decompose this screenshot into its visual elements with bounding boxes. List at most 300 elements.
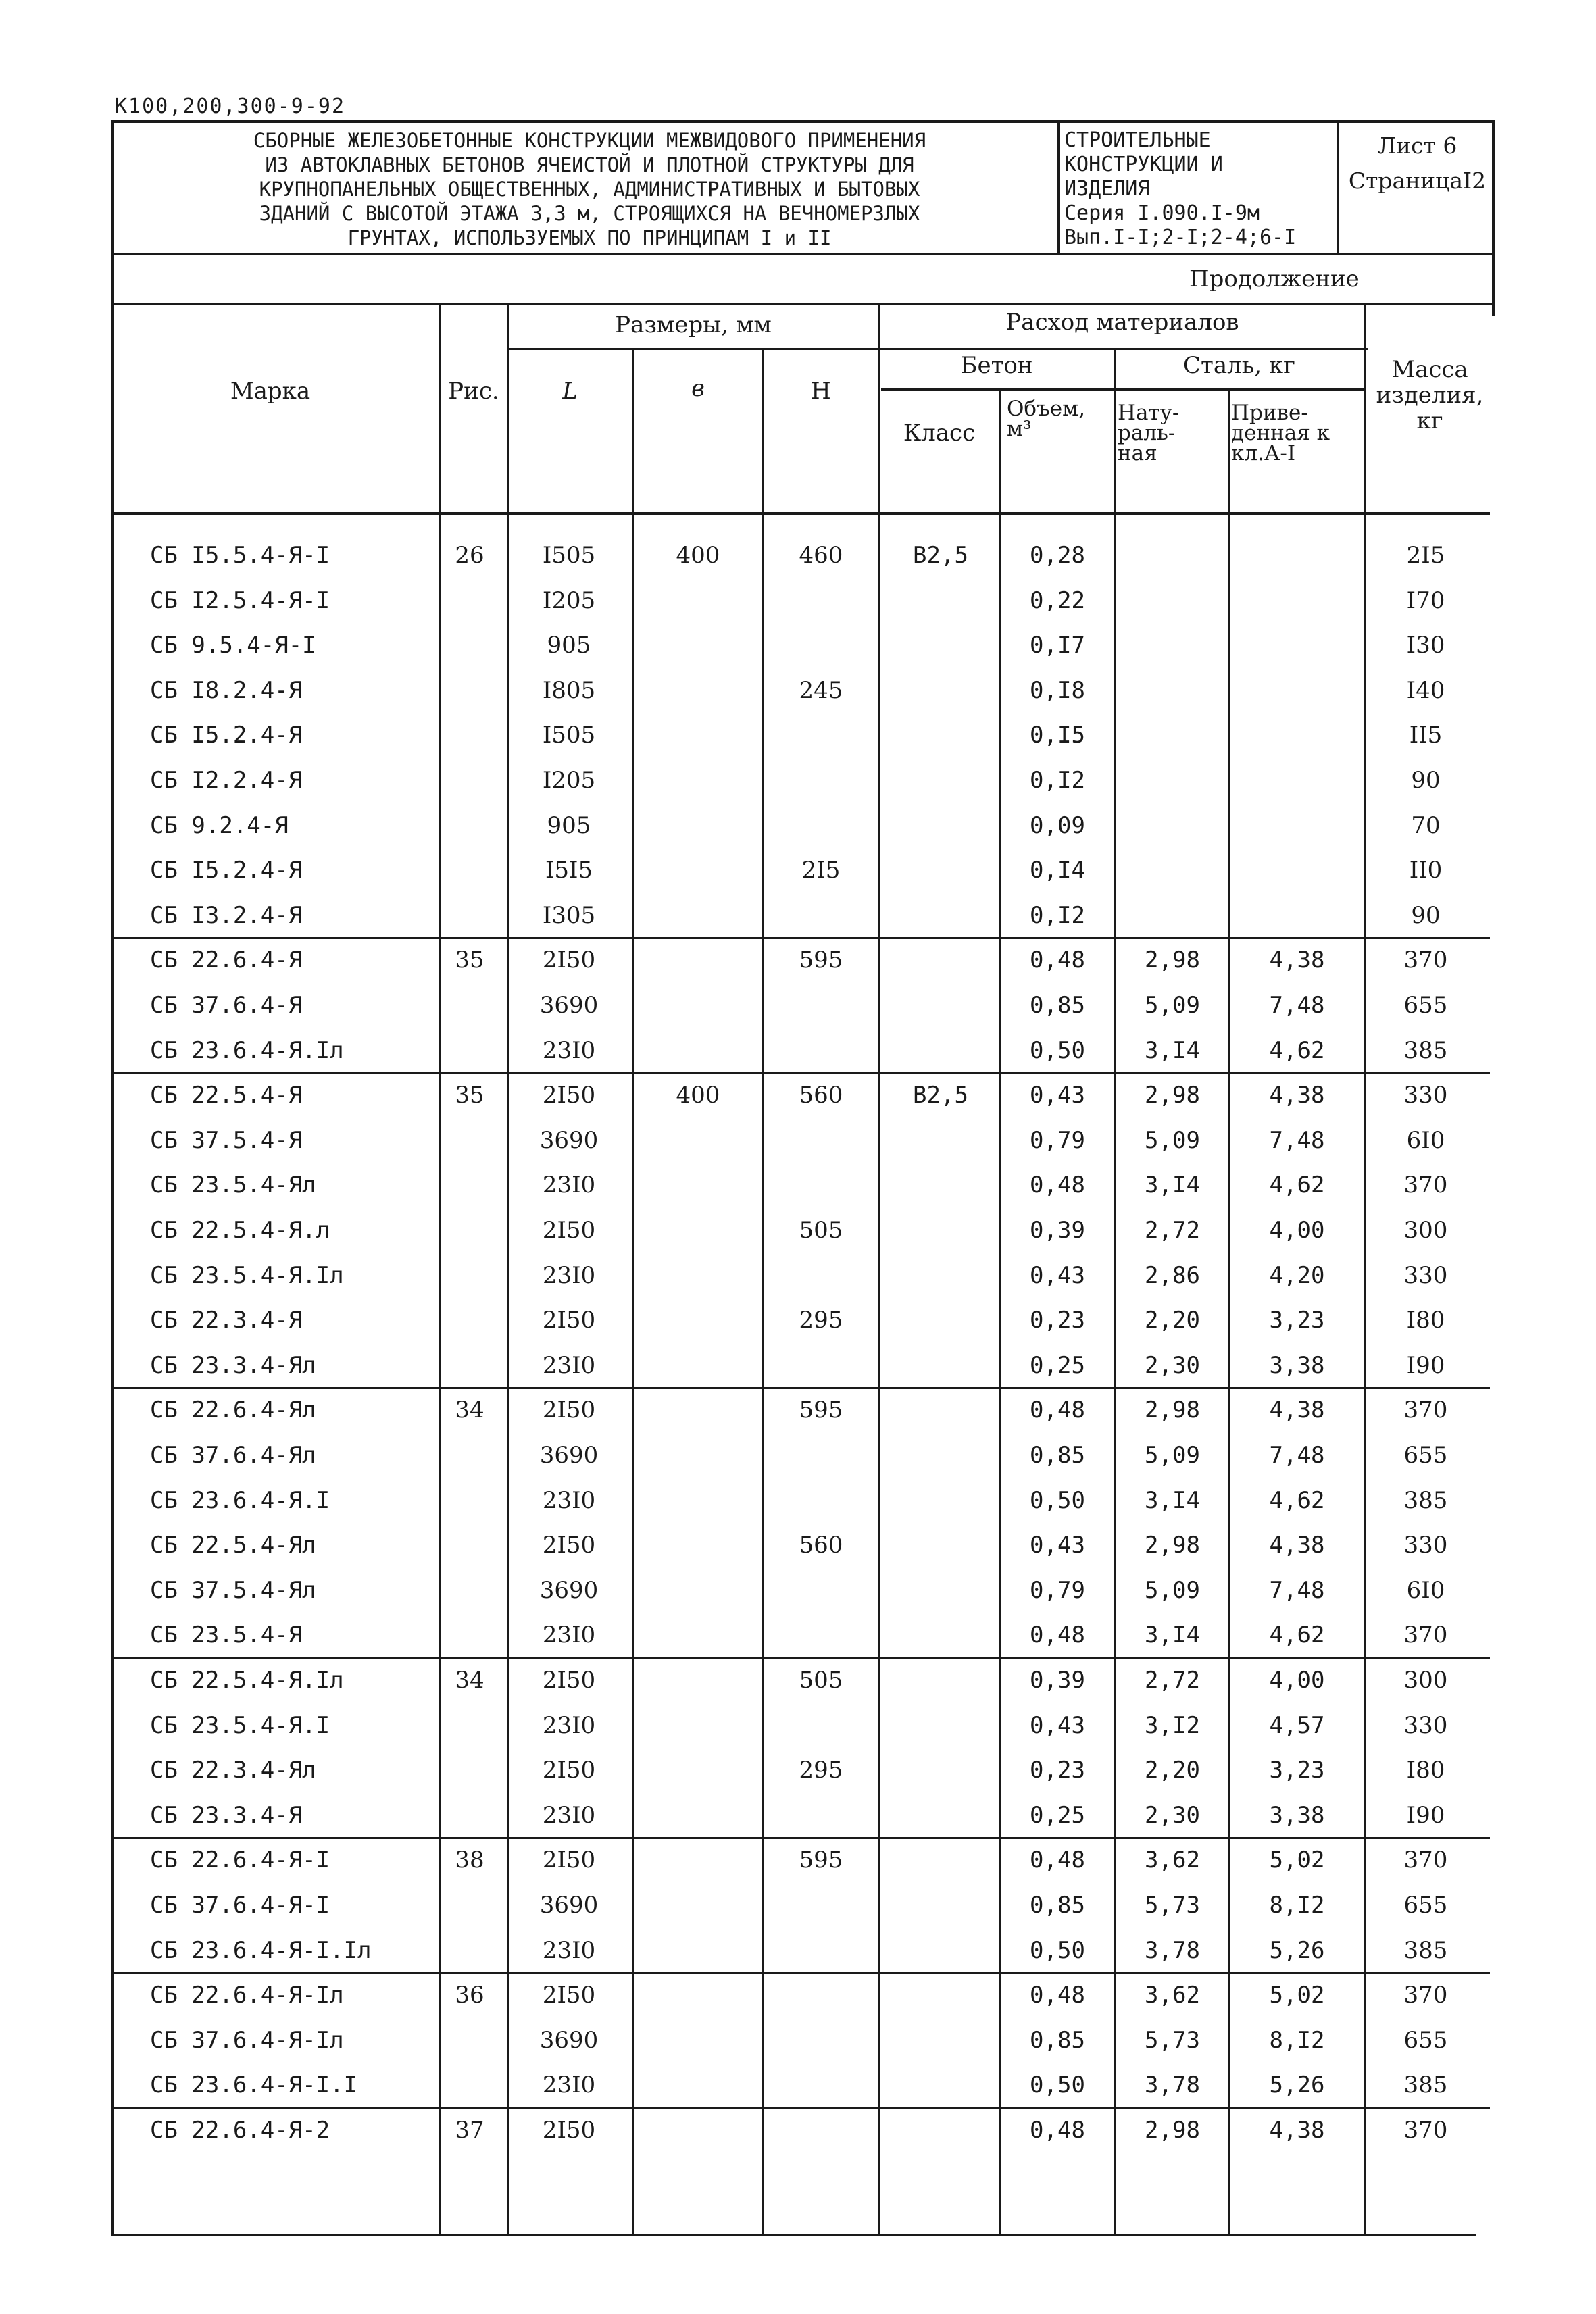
- cell-vol: 0,50: [1030, 1487, 1085, 1514]
- cell-nat: [1115, 759, 1230, 802]
- cell-B: [634, 1434, 762, 1477]
- cell-vol: 0,23: [1030, 1757, 1085, 1784]
- cell-cls: [880, 1299, 1001, 1342]
- series-line: СТРОИТЕЛЬНЫЕ: [1064, 128, 1211, 152]
- cell-vol: 0,I8: [1030, 677, 1085, 704]
- header-materials: Расход материалов: [1005, 309, 1239, 336]
- cell-H: [764, 713, 878, 757]
- group-separator: [111, 1837, 1490, 1839]
- frame-right-top: [1492, 255, 1495, 316]
- cell-L: 3690: [539, 1577, 599, 1604]
- title-line: ИЗ АВТОКЛАВНЫХ БЕТОНОВ ЯЧЕИСТОЙ И ПЛОТНОЙ СТРУКТУРЫ ДЛЯ: [265, 153, 914, 176]
- cell-fig: [439, 579, 500, 622]
- cell-mark: СБ 37.5.4-Ял: [150, 1577, 316, 1604]
- dims-rule: [508, 348, 881, 350]
- cell-mark: СБ 23.6.4-Я.Iл: [150, 1037, 344, 1064]
- header-class: Класс: [903, 420, 976, 447]
- cell-mass: 385: [1403, 1937, 1448, 1964]
- cell-nat: 3,62: [1145, 1846, 1200, 1873]
- cell-nat: 2,86: [1145, 1262, 1200, 1289]
- cell-red: 4,38: [1269, 947, 1325, 974]
- cell-L: 3690: [539, 1127, 599, 1154]
- cell-nat: 2,98: [1145, 1397, 1200, 1424]
- cell-mark: СБ I2.5.4-Я-I: [150, 587, 330, 614]
- concrete-rule: [881, 388, 1366, 391]
- cell-vol: 0,48: [1030, 1621, 1085, 1649]
- cell-vol: 0,48: [1030, 2117, 1085, 2144]
- cell-mark: СБ I5.2.4-Я: [150, 722, 303, 749]
- cell-red: [1231, 759, 1363, 802]
- cell-cls: [880, 1929, 1001, 1972]
- cell-mass: 300: [1403, 1667, 1448, 1694]
- cell-H: 2I5: [801, 857, 841, 884]
- cell-vol: 0,79: [1030, 1127, 1085, 1154]
- cell-mass: 300: [1403, 1217, 1448, 1244]
- cell-red: [1231, 894, 1363, 937]
- cell-nat: 5,09: [1145, 1442, 1200, 1469]
- document-title: [125, 128, 1054, 250]
- cell-cls: [880, 1794, 1001, 1837]
- cell-H: [764, 1119, 878, 1162]
- cell-L: 2I50: [542, 1397, 596, 1424]
- header-B: в: [691, 375, 705, 402]
- cell-mass: 370: [1403, 947, 1448, 974]
- cell-L: 23I0: [542, 1802, 596, 1829]
- header-bottom-rule: [111, 512, 1490, 515]
- cell-B: [634, 1029, 762, 1072]
- title-line: КРУПНОПАНЕЛЬНЫХ ОБЩЕСТВЕННЫХ, АДМИНИСТРАТИВНЫХ И БЫТОВЫХ: [259, 178, 920, 201]
- cell-mark: СБ 22.5.4-Я: [150, 1082, 303, 1109]
- cell-mark: СБ I3.2.4-Я: [150, 902, 303, 929]
- cell-mark: СБ 37.6.4-Я-I: [150, 1892, 330, 1919]
- cell-red: 5,26: [1269, 2071, 1325, 2098]
- cell-vol: 0,I2: [1030, 767, 1085, 794]
- cell-fig: [439, 1299, 500, 1342]
- cell-nat: 3,I4: [1145, 1037, 1200, 1064]
- cell-fig: [439, 1119, 500, 1162]
- cell-fig: 37: [455, 2117, 484, 2144]
- cell-H: 595: [799, 1846, 843, 1873]
- cell-cls: [880, 1569, 1001, 1612]
- cell-fig: [439, 1163, 500, 1207]
- group-separator: [111, 1387, 1490, 1389]
- cell-B: [634, 759, 762, 802]
- cell-mark: СБ 22.6.4-Ял: [150, 1397, 316, 1424]
- cell-fig: [439, 804, 500, 847]
- cell-nat: 5,09: [1145, 1127, 1200, 1154]
- cell-mass: I30: [1406, 632, 1445, 659]
- cell-fig: 35: [455, 1082, 484, 1109]
- cell-red: 7,48: [1269, 1127, 1325, 1154]
- cell-nat: 2,20: [1145, 1307, 1200, 1334]
- cell-mark: СБ 22.6.4-Я-Iл: [150, 1982, 344, 2009]
- cell-mark: СБ 22.5.4-Я.Iл: [150, 1667, 344, 1694]
- cell-cls: [880, 624, 1001, 667]
- header-L: L: [562, 378, 578, 405]
- cell-mass: 6I0: [1406, 1127, 1445, 1154]
- cell-mass: I40: [1406, 677, 1445, 704]
- cell-B: [634, 849, 762, 892]
- cell-cls: [880, 1613, 1001, 1657]
- header-mark: Марка: [230, 378, 311, 405]
- cell-red: 5,26: [1269, 1937, 1325, 1964]
- cell-mark: СБ I5.5.4-Я-I: [150, 542, 330, 569]
- cell-H: 560: [799, 1532, 843, 1559]
- cell-H: 295: [799, 1307, 843, 1334]
- cell-fig: [439, 1254, 500, 1297]
- cell-L: 3690: [539, 992, 599, 1019]
- title-divider-1: [1057, 120, 1060, 255]
- cell-vol: 0,85: [1030, 1442, 1085, 1469]
- cell-H: [764, 1479, 878, 1522]
- cell-fig: [439, 1749, 500, 1792]
- cell-cls: [880, 849, 1001, 892]
- cell-H: 595: [799, 1397, 843, 1424]
- cell-B: [634, 579, 762, 622]
- cell-L: 23I0: [542, 1352, 596, 1379]
- cell-B: [634, 1388, 762, 1432]
- cell-nat: 3,78: [1145, 1937, 1200, 1964]
- cell-mass: I90: [1406, 1352, 1445, 1379]
- cell-nat: 5,73: [1145, 2027, 1200, 2054]
- cell-mark: СБ I2.2.4-Я: [150, 767, 303, 794]
- cell-mass: 6I0: [1406, 1577, 1445, 1604]
- table-bottom-rule: [111, 2234, 1476, 2236]
- cell-L: 905: [547, 812, 591, 839]
- cell-H: 295: [799, 1757, 843, 1784]
- cell-mark: СБ 37.6.4-Я: [150, 992, 303, 1019]
- cell-B: [634, 1973, 762, 2017]
- cell-red: [1231, 669, 1363, 712]
- cell-vol: 0,85: [1030, 992, 1085, 1019]
- document-code: К100,200,300-9-92: [115, 95, 346, 118]
- cell-mass: I70: [1406, 587, 1445, 614]
- continuation-rule: [111, 303, 1495, 305]
- cell-mass: 330: [1403, 1712, 1448, 1739]
- cell-L: 23I0: [542, 1621, 596, 1649]
- cell-red: 7,48: [1269, 1442, 1325, 1469]
- cell-fig: [439, 1479, 500, 1522]
- cell-L: 2I50: [542, 947, 596, 974]
- cell-vol: 0,43: [1030, 1262, 1085, 1289]
- cell-red: 4,38: [1269, 2117, 1325, 2144]
- cell-H: 505: [799, 1217, 843, 1244]
- cell-mass: I80: [1406, 1307, 1445, 1334]
- cell-nat: [1115, 894, 1230, 937]
- cell-L: 2I50: [542, 1217, 596, 1244]
- cell-red: 4,62: [1269, 1487, 1325, 1514]
- cell-cls: [880, 1479, 1001, 1522]
- header-fig: Рис.: [448, 378, 499, 405]
- materials-rule: [881, 348, 1368, 350]
- cell-B: [634, 2063, 762, 2107]
- cell-L: I5I5: [545, 857, 593, 884]
- cell-fig: [439, 1344, 500, 1387]
- cell-B: [634, 1119, 762, 1162]
- group-separator: [111, 1072, 1490, 1074]
- cell-mass: 655: [1403, 1442, 1448, 1469]
- cell-vol: 0,43: [1030, 1712, 1085, 1739]
- cell-mass: 90: [1411, 767, 1441, 794]
- cell-vol: 0,50: [1030, 1037, 1085, 1064]
- cell-cls: [880, 894, 1001, 937]
- cell-vol: 0,48: [1030, 1397, 1085, 1424]
- cell-fig: [439, 624, 500, 667]
- cell-B: [634, 1479, 762, 1522]
- cell-cls: [880, 984, 1001, 1027]
- cell-vol: 0,I7: [1030, 632, 1085, 659]
- cell-cls: [880, 1524, 1001, 1567]
- group-separator: [111, 937, 1490, 939]
- cell-mark: СБ I5.2.4-Я: [150, 857, 303, 884]
- cell-H: [764, 1434, 878, 1477]
- cell-nat: [1115, 669, 1230, 712]
- cell-H: [764, 2063, 878, 2107]
- header-reduced: Приве- денная к кл.А-I: [1231, 401, 1330, 466]
- cell-nat: 2,20: [1145, 1757, 1200, 1784]
- cell-cls: [880, 1119, 1001, 1162]
- cell-mass: 70: [1411, 812, 1441, 839]
- sheet-info: [1341, 128, 1493, 199]
- cell-fig: [439, 1794, 500, 1837]
- cell-cls: [880, 1434, 1001, 1477]
- cell-L: 2I50: [542, 1532, 596, 1559]
- cell-B: [634, 1838, 762, 1882]
- series-line: Вып.I-I;2-I;2-4;6-I: [1064, 226, 1297, 249]
- cell-nat: [1115, 579, 1230, 622]
- cell-H: [764, 624, 878, 667]
- cell-B: [634, 1209, 762, 1252]
- cell-vol: 0,48: [1030, 1846, 1085, 1873]
- cell-L: 23I0: [542, 1172, 596, 1199]
- cell-nat: 2,98: [1145, 2117, 1200, 2144]
- cell-H: [764, 1613, 878, 1657]
- cell-vol: 0,39: [1030, 1667, 1085, 1694]
- cell-red: 3,38: [1269, 1352, 1325, 1379]
- cell-mark: СБ 23.5.4-Я.Iл: [150, 1262, 344, 1289]
- header-H: Н: [811, 378, 831, 405]
- cell-red: 4,62: [1269, 1621, 1325, 1649]
- cell-vol: 0,79: [1030, 1577, 1085, 1604]
- cell-L: I205: [542, 767, 596, 794]
- cell-mark: СБ 22.6.4-Я-I: [150, 1846, 330, 1873]
- cell-mark: СБ 23.6.4-Я-I.I: [150, 2071, 358, 2098]
- cell-fig: [439, 669, 500, 712]
- cell-nat: 3,I4: [1145, 1487, 1200, 1514]
- header-natural: Нату- раль- ная: [1118, 401, 1180, 466]
- cell-mass: 90: [1411, 902, 1441, 929]
- cell-mass: 385: [1403, 1037, 1448, 1064]
- cell-mass: 330: [1403, 1082, 1448, 1109]
- title-line: СБОРНЫЕ ЖЕЛЕЗОБЕТОННЫЕ КОНСТРУКЦИИ МЕЖВИДОВОГО ПРИМЕНЕНИЯ: [253, 129, 926, 152]
- cell-fig: [439, 894, 500, 937]
- cell-H: [764, 894, 878, 937]
- cell-L: I505: [542, 722, 596, 749]
- cell-B: [634, 1344, 762, 1387]
- cell-red: [1231, 579, 1363, 622]
- cell-cls: [880, 759, 1001, 802]
- cell-B: [634, 624, 762, 667]
- cell-B: [634, 1299, 762, 1342]
- cell-H: [764, 2019, 878, 2062]
- cell-B: [634, 1613, 762, 1657]
- cell-vol: 0,50: [1030, 1937, 1085, 1964]
- cell-H: 560: [799, 1082, 843, 1109]
- cell-B: [634, 1659, 762, 1702]
- cell-vol: 0,I4: [1030, 857, 1085, 884]
- cell-red: 7,48: [1269, 992, 1325, 1019]
- cell-mark: СБ 23.5.4-Я: [150, 1621, 303, 1649]
- cell-H: [764, 1929, 878, 1972]
- cell-nat: 2,72: [1145, 1217, 1200, 1244]
- cell-H: [764, 1704, 878, 1747]
- cell-nat: 2,98: [1145, 947, 1200, 974]
- cell-H: [764, 579, 878, 622]
- cell-fig: [439, 1434, 500, 1477]
- cell-fig: [439, 984, 500, 1027]
- cell-H: [764, 1344, 878, 1387]
- cell-B: [634, 1929, 762, 1972]
- header-steel: Сталь, кг: [1183, 352, 1295, 379]
- cell-mark: СБ 23.3.4-Ял: [150, 1352, 316, 1379]
- cell-vol: 0,28: [1030, 542, 1085, 569]
- cell-cls: [880, 2109, 1001, 2152]
- cell-fig: [439, 1704, 500, 1747]
- cell-B: [634, 1884, 762, 1927]
- cell-H: [764, 1029, 878, 1072]
- cell-L: 3690: [539, 2027, 599, 2054]
- cell-mass: 385: [1403, 1487, 1448, 1514]
- cell-vol: 0,25: [1030, 1352, 1085, 1379]
- cell-B: [634, 1524, 762, 1567]
- cell-mark: СБ I8.2.4-Я: [150, 677, 303, 704]
- cell-cls: [880, 1973, 1001, 2017]
- cell-cls: [880, 804, 1001, 847]
- cell-fig: 38: [455, 1846, 484, 1873]
- cell-cls: [880, 579, 1001, 622]
- cell-cls: [880, 1209, 1001, 1252]
- cell-cls: [880, 938, 1001, 982]
- cell-cls: [880, 2019, 1001, 2062]
- cell-mark: СБ 9.5.4-Я-I: [150, 632, 316, 659]
- cell-L: I805: [542, 677, 596, 704]
- cell-red: 3,23: [1269, 1757, 1325, 1784]
- cell-B: 400: [676, 542, 720, 569]
- cell-mass: 655: [1403, 2027, 1448, 2054]
- cell-fig: [439, 1929, 500, 1972]
- cell-red: 7,48: [1269, 1577, 1325, 1604]
- cell-red: 4,00: [1269, 1217, 1325, 1244]
- cell-mass: 370: [1403, 1172, 1448, 1199]
- header-mass: Масса изделия, кг: [1376, 356, 1484, 434]
- cell-L: 2I50: [542, 1307, 596, 1334]
- cell-L: 2I50: [542, 2117, 596, 2144]
- cell-cls: [880, 1704, 1001, 1747]
- cell-H: [764, 1973, 878, 2017]
- group-separator: [111, 2107, 1490, 2109]
- cell-red: 8,I2: [1269, 1892, 1325, 1919]
- cell-B: [634, 1254, 762, 1297]
- cell-mark: СБ 37.6.4-Я-Iл: [150, 2027, 344, 2054]
- cell-fig: [439, 1569, 500, 1612]
- cell-fig: [439, 759, 500, 802]
- cell-red: 4,38: [1269, 1532, 1325, 1559]
- cell-vol: 0,85: [1030, 1892, 1085, 1919]
- cell-nat: [1115, 534, 1230, 577]
- cell-mass: 370: [1403, 1982, 1448, 2009]
- cell-red: [1231, 534, 1363, 577]
- cell-mass: 655: [1403, 1892, 1448, 1919]
- cell-H: [764, 1884, 878, 1927]
- cell-vol: 0,48: [1030, 947, 1085, 974]
- cell-L: 2I50: [542, 1846, 596, 1873]
- cell-fig: 34: [455, 1667, 484, 1694]
- cell-nat: 2,98: [1145, 1532, 1200, 1559]
- cell-nat: [1115, 713, 1230, 757]
- cell-fig: [439, 1209, 500, 1252]
- cell-mass: 2I5: [1406, 542, 1445, 569]
- cell-L: 23I0: [542, 1937, 596, 1964]
- cell-vol: 0,I2: [1030, 902, 1085, 929]
- cell-mark: СБ 37.5.4-Я: [150, 1127, 303, 1154]
- cell-mark: СБ 23.5.4-Я.I: [150, 1712, 330, 1739]
- cell-mass: I90: [1406, 1802, 1445, 1829]
- cell-cls: [880, 1254, 1001, 1297]
- cell-mass: 330: [1403, 1532, 1448, 1559]
- cell-mass: II5: [1409, 722, 1443, 749]
- cell-L: 3690: [539, 1442, 599, 1469]
- cell-H: 595: [799, 947, 843, 974]
- cell-cls: [880, 1838, 1001, 1882]
- header-volume: Объем, м³: [1007, 397, 1086, 441]
- cell-red: 4,38: [1269, 1082, 1325, 1109]
- cell-nat: 5,09: [1145, 992, 1200, 1019]
- cell-mark: СБ 22.6.4-Я: [150, 947, 303, 974]
- cell-B: [634, 1749, 762, 1792]
- cell-L: I205: [542, 587, 596, 614]
- cell-mark: СБ 23.6.4-Я-I.Iл: [150, 1937, 372, 1964]
- cell-red: 4,38: [1269, 1397, 1325, 1424]
- cell-vol: 0,50: [1030, 2071, 1085, 2098]
- cell-vol: 0,48: [1030, 1982, 1085, 2009]
- cell-red: [1231, 624, 1363, 667]
- cell-fig: 34: [455, 1397, 484, 1424]
- cell-cls: [880, 1884, 1001, 1927]
- cell-L: I305: [542, 902, 596, 929]
- cell-B: [634, 1163, 762, 1207]
- cell-nat: 2,72: [1145, 1667, 1200, 1694]
- cell-B: [634, 984, 762, 1027]
- cell-cls: [880, 1163, 1001, 1207]
- sheet-number: Лист 6: [1377, 132, 1457, 159]
- cell-H: 505: [799, 1667, 843, 1694]
- cell-nat: 3,78: [1145, 2071, 1200, 2098]
- cell-red: 3,38: [1269, 1802, 1325, 1829]
- cell-mark: СБ 22.5.4-Я.л: [150, 1217, 330, 1244]
- cell-nat: 2,30: [1145, 1802, 1200, 1829]
- cell-fig: [439, 849, 500, 892]
- cell-fig: 35: [455, 947, 484, 974]
- cell-H: [764, 1254, 878, 1297]
- cell-B: [634, 1569, 762, 1612]
- cell-mark: СБ 23.6.4-Я.I: [150, 1487, 330, 1514]
- cell-L: 23I0: [542, 1037, 596, 1064]
- cell-mark: СБ 22.5.4-Ял: [150, 1532, 316, 1559]
- cell-B: [634, 2109, 762, 2152]
- cell-cls: [880, 1029, 1001, 1072]
- cell-H: [764, 1794, 878, 1837]
- cell-red: [1231, 804, 1363, 847]
